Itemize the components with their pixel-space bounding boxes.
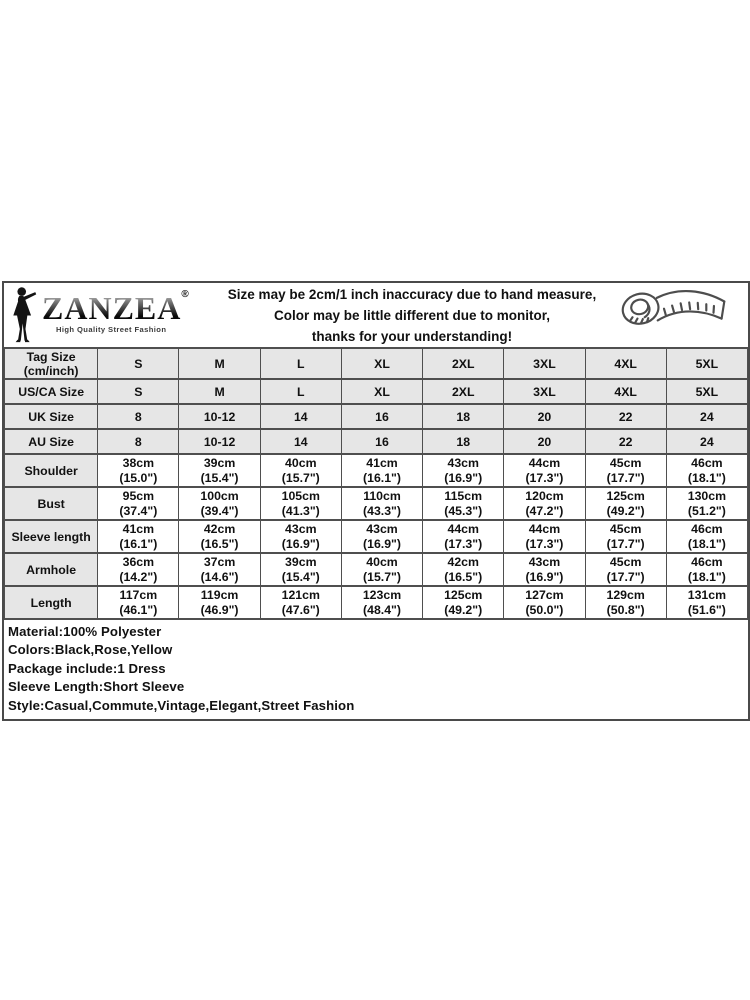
inch-value: (16.9") xyxy=(363,536,401,551)
cm-value: 36cm xyxy=(122,554,155,569)
measure-cell xyxy=(585,454,666,487)
size-cell: 10-12 xyxy=(179,429,260,454)
row-label-shoulder: Shoulder xyxy=(5,454,98,487)
cm-value: 41cm xyxy=(366,455,398,470)
measure-cell xyxy=(423,454,504,487)
cm-value: 40cm xyxy=(285,455,317,470)
size-cell: 16 xyxy=(341,404,422,429)
row-label-line2: (cm/inch) xyxy=(23,363,79,378)
size-cell: 24 xyxy=(666,404,747,429)
row-label-au: AU Size xyxy=(5,429,98,454)
inch-value: (46.1") xyxy=(119,602,158,617)
inch-value: (16.5") xyxy=(200,536,239,551)
cm-value: 95cm xyxy=(122,488,155,503)
size-cell: L xyxy=(260,379,341,404)
measure-cell xyxy=(341,454,422,487)
measure-cell xyxy=(341,520,422,553)
row-label-line1: Tag Size xyxy=(26,349,76,364)
cm-value: 42cm xyxy=(447,554,479,569)
measure-cell xyxy=(504,553,585,586)
cm-value: 40cm xyxy=(366,554,398,569)
inch-value: (48.4") xyxy=(363,602,401,617)
size-cell: 8 xyxy=(98,429,179,454)
measure-cell xyxy=(504,454,585,487)
inch-value: (17.7") xyxy=(606,470,645,485)
cm-value: 45cm xyxy=(609,554,642,569)
measure-cell xyxy=(260,586,341,619)
cm-value: 39cm xyxy=(285,554,317,569)
size-cell: 22 xyxy=(585,429,666,454)
inch-value: (51.6") xyxy=(687,602,726,617)
measure-cell xyxy=(98,454,179,487)
inch-value: (46.9") xyxy=(200,602,239,617)
measure-cell xyxy=(504,487,585,520)
size-cell: 4XL xyxy=(585,379,666,404)
cm-value: 115cm xyxy=(444,488,483,503)
measure-cell xyxy=(179,454,260,487)
measure-cell xyxy=(666,487,747,520)
inch-value: (51.2") xyxy=(687,503,726,518)
table-row-bust xyxy=(5,487,748,520)
inch-value: (16.5") xyxy=(444,569,483,584)
size-table xyxy=(4,347,748,620)
inch-value: (47.6") xyxy=(281,602,320,617)
inch-value: (17.3") xyxy=(444,536,483,551)
cm-value: 37cm xyxy=(203,554,236,569)
cm-value: 105cm xyxy=(281,488,320,503)
inch-value: (16.9") xyxy=(525,569,564,584)
size-cell: 2XL xyxy=(423,348,504,379)
inch-value: (18.1") xyxy=(687,536,726,551)
cm-value: 43cm xyxy=(447,455,479,470)
inch-value: (16.1") xyxy=(119,536,158,551)
detail-colors: Colors:Black,Rose,Yellow xyxy=(8,642,173,658)
cm-value: 125cm xyxy=(444,587,483,602)
cm-value: 123cm xyxy=(362,587,402,602)
cm-value: 121cm xyxy=(281,587,320,602)
cm-value: 38cm xyxy=(122,455,155,470)
cm-value: 43cm xyxy=(366,521,398,536)
inch-value: (17.7") xyxy=(606,536,645,551)
row-label-length: Length xyxy=(5,586,98,619)
measure-cell xyxy=(341,586,422,619)
inch-value: (14.6") xyxy=(200,569,239,584)
measure-cell xyxy=(260,553,341,586)
row-label-bust: Bust xyxy=(5,487,98,520)
inch-value: (15.7") xyxy=(363,569,401,584)
size-cell: XL xyxy=(341,379,422,404)
brand-logo xyxy=(10,286,220,344)
inch-value: (15.0") xyxy=(119,470,158,485)
cm-value: 43cm xyxy=(285,521,317,536)
measure-cell xyxy=(585,553,666,586)
cm-value: 100cm xyxy=(200,488,239,503)
fashion-lady-icon xyxy=(10,286,40,344)
size-cell: 14 xyxy=(260,429,341,454)
size-cell: 22 xyxy=(585,404,666,429)
size-chart-sheet xyxy=(2,281,750,721)
measure-cell xyxy=(260,520,341,553)
size-cell: S xyxy=(98,348,179,379)
inch-value: (43.3") xyxy=(363,503,401,518)
cm-value: 44cm xyxy=(528,521,561,536)
measure-cell xyxy=(504,586,585,619)
row-label-sleeve-length: Sleeve length xyxy=(5,520,98,553)
table-row-armhole xyxy=(5,553,748,586)
table-row-tag-size xyxy=(5,348,748,379)
inch-value: (16.1") xyxy=(363,470,401,485)
inch-value: (18.1") xyxy=(687,470,726,485)
registered-mark: ® xyxy=(181,289,189,300)
inch-value: (15.7") xyxy=(281,470,320,485)
disclaimer-line-1: Size may be 2cm/1 inch inaccuracy due to hand measure, xyxy=(227,286,597,302)
cm-value: 131cm xyxy=(687,587,727,602)
size-cell: 18 xyxy=(423,429,504,454)
inch-value: (14.2") xyxy=(119,569,158,584)
disclaimer-line-2: Color may be little different due to monitor, xyxy=(273,307,551,323)
row-label-armhole: Armhole xyxy=(5,553,98,586)
cm-value: 117cm xyxy=(119,587,158,602)
inch-value: (17.3") xyxy=(525,536,564,551)
detail-sleeve-length: Sleeve Length:Short Sleeve xyxy=(8,679,185,695)
measure-cell xyxy=(423,487,504,520)
size-cell: 5XL xyxy=(666,348,747,379)
measure-cell xyxy=(98,553,179,586)
size-cell: 20 xyxy=(504,404,585,429)
size-cell: L xyxy=(260,348,341,379)
cm-value: 129cm xyxy=(606,587,645,602)
header-band xyxy=(4,283,748,347)
cm-value: 125cm xyxy=(606,488,645,503)
cm-value: 44cm xyxy=(528,455,561,470)
measure-cell xyxy=(341,553,422,586)
table-row-sleeve-length xyxy=(5,520,748,553)
inch-value: (39.4") xyxy=(200,503,239,518)
size-cell: 3XL xyxy=(504,348,585,379)
cm-value: 41cm xyxy=(122,521,155,536)
measuring-tape-icon xyxy=(604,286,742,344)
detail-style: Style:Casual,Commute,Vintage,Elegant,Street Fashion xyxy=(8,697,355,713)
size-cell: 24 xyxy=(666,429,747,454)
cm-value: 39cm xyxy=(203,455,236,470)
measure-cell xyxy=(98,520,179,553)
size-cell: M xyxy=(179,348,260,379)
cm-value: 110cm xyxy=(363,488,401,503)
inch-value: (45.3") xyxy=(444,503,483,518)
table-row-usca-size xyxy=(5,379,748,404)
cm-value: 46cm xyxy=(691,554,723,569)
row-label-tag-size xyxy=(5,348,98,379)
cm-value: 45cm xyxy=(609,455,642,470)
measure-cell xyxy=(260,454,341,487)
table-row-uk-size xyxy=(5,404,748,429)
cm-value: 119cm xyxy=(200,587,239,602)
table-row-au-size xyxy=(5,429,748,454)
measure-cell xyxy=(585,586,666,619)
inch-value: (15.4") xyxy=(281,569,320,584)
cm-value: 127cm xyxy=(525,587,564,602)
size-cell: M xyxy=(179,379,260,404)
disclaimer-text xyxy=(220,284,604,347)
measure-cell xyxy=(585,520,666,553)
measure-cell xyxy=(179,553,260,586)
inch-value: (49.2") xyxy=(606,503,645,518)
size-cell: 20 xyxy=(504,429,585,454)
measure-cell xyxy=(260,487,341,520)
inch-value: (17.3") xyxy=(525,470,564,485)
inch-value: (17.7") xyxy=(606,569,645,584)
inch-value: (18.1") xyxy=(687,569,726,584)
detail-package: Package include:1 Dress xyxy=(8,660,166,676)
product-details xyxy=(4,620,748,719)
measure-cell xyxy=(666,586,747,619)
table-row-shoulder xyxy=(5,454,748,487)
inch-value: (50.0") xyxy=(525,602,564,617)
inch-value: (15.4") xyxy=(200,470,239,485)
measure-cell xyxy=(423,553,504,586)
measure-cell xyxy=(98,487,179,520)
measure-cell xyxy=(666,553,747,586)
size-cell: 8 xyxy=(98,404,179,429)
inch-value: (16.9") xyxy=(281,536,320,551)
table-row-length xyxy=(5,586,748,619)
cm-value: 45cm xyxy=(609,521,642,536)
cm-value: 43cm xyxy=(528,554,561,569)
measure-cell xyxy=(179,586,260,619)
size-cell: 18 xyxy=(423,404,504,429)
size-cell: 4XL xyxy=(585,348,666,379)
measure-cell xyxy=(504,520,585,553)
measure-cell xyxy=(179,487,260,520)
size-cell: 2XL xyxy=(423,379,504,404)
detail-material: Material:100% Polyester xyxy=(8,624,162,639)
brand-text-block xyxy=(42,289,189,334)
inch-value: (49.2") xyxy=(444,602,483,617)
inch-value: (47.2") xyxy=(525,503,564,518)
size-cell: 14 xyxy=(260,404,341,429)
measure-cell xyxy=(423,586,504,619)
brand-name: ZANZEA xyxy=(42,290,182,326)
disclaimer-line-3: thanks for your understanding! xyxy=(311,328,513,344)
cm-value: 46cm xyxy=(691,455,723,470)
size-cell: 10-12 xyxy=(179,404,260,429)
size-cell: 16 xyxy=(341,429,422,454)
row-label-uk: UK Size xyxy=(5,404,98,429)
cm-value: 44cm xyxy=(447,521,479,536)
measure-cell xyxy=(666,520,747,553)
measure-cell xyxy=(423,520,504,553)
measure-cell xyxy=(585,487,666,520)
cm-value: 120cm xyxy=(525,488,564,503)
size-cell: XL xyxy=(341,348,422,379)
size-cell: 5XL xyxy=(666,379,747,404)
cm-value: 46cm xyxy=(691,521,723,536)
size-cell: S xyxy=(98,379,179,404)
measure-cell xyxy=(341,487,422,520)
measure-cell xyxy=(666,454,747,487)
measure-cell xyxy=(179,520,260,553)
inch-value: (37.4") xyxy=(119,503,158,518)
brand-tagline: High Quality Street Fashion xyxy=(56,325,167,334)
inch-value: (16.9") xyxy=(444,470,483,485)
cm-value: 42cm xyxy=(203,521,236,536)
size-cell: 3XL xyxy=(504,379,585,404)
inch-value: (50.8") xyxy=(606,602,645,617)
measure-cell xyxy=(98,586,179,619)
inch-value: (41.3") xyxy=(281,503,320,518)
cm-value: 130cm xyxy=(687,488,727,503)
row-label-usca: US/CA Size xyxy=(5,379,98,404)
